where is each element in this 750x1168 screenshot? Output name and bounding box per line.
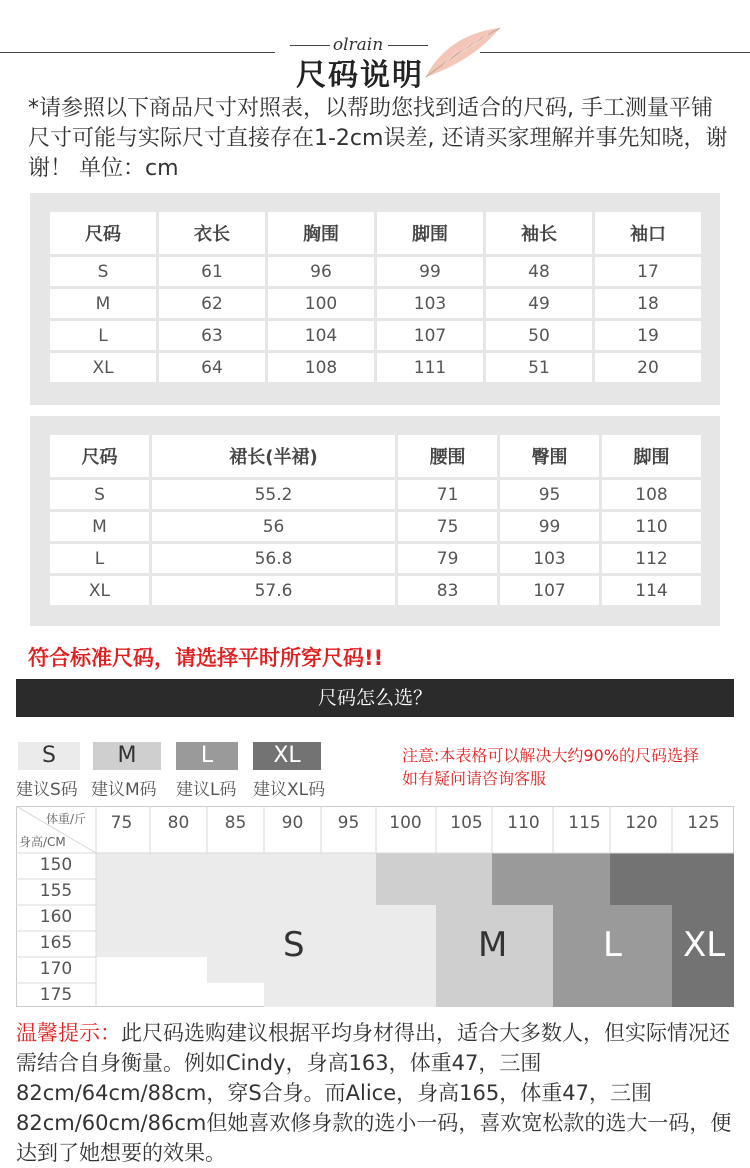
weight-label: 115 xyxy=(568,813,601,833)
table-row xyxy=(50,512,701,541)
table-cell: 112 xyxy=(602,544,701,573)
zone-label-l: L xyxy=(603,925,622,965)
header-rule-left xyxy=(0,52,275,53)
zone-label-xl: XL xyxy=(683,925,726,965)
grid-corner-weight: 体重/斤 xyxy=(46,812,87,826)
table-header-cell: 袖长 xyxy=(486,212,592,254)
table-cell: 56 xyxy=(152,512,395,541)
table-cell: 108 xyxy=(602,480,701,509)
intro-text: *请参照以下商品尺寸对照表，以帮助您找到适合的尺码, 手工测量平铺尺寸可能与实际尺寸直接存在1-2cm误差, 还请买家理解并事先知晓，谢谢！ 单位：cm xyxy=(28,96,728,181)
table-cell: 83 xyxy=(398,576,497,605)
table-cell: 95 xyxy=(500,480,599,509)
table-header-cell: 裙长(半裙) xyxy=(152,435,395,477)
table-cell: 99 xyxy=(377,257,483,286)
weight-label: 105 xyxy=(450,813,483,833)
table-cell: L xyxy=(50,321,156,350)
table-cell: 18 xyxy=(595,289,701,318)
table-cell: 111 xyxy=(377,353,483,382)
table-row xyxy=(50,480,701,509)
table-cell: 79 xyxy=(398,544,497,573)
note-line: 如有疑问请咨询客服 xyxy=(402,769,547,788)
weight-label: 90 xyxy=(281,813,304,833)
table-row xyxy=(50,321,701,350)
table-header-cell: 胸围 xyxy=(268,212,374,254)
table-header-cell: 脚围 xyxy=(377,212,483,254)
table-cell: 110 xyxy=(602,512,701,541)
table-cell: XL xyxy=(50,353,156,382)
table-cell: 71 xyxy=(398,480,497,509)
table-header-row xyxy=(50,212,701,254)
weight-label: 110 xyxy=(507,813,540,833)
page-title: 尺码说明 xyxy=(296,58,424,93)
table-cell: S xyxy=(50,480,149,509)
table-cell: 107 xyxy=(377,321,483,350)
size-notice: 符合标准尺码，请选择平时所穿尺码!! xyxy=(28,646,384,670)
height-label: 165 xyxy=(39,933,73,953)
height-label: 175 xyxy=(39,985,73,1005)
table-cell: 56.8 xyxy=(152,544,395,573)
weight-label: 75 xyxy=(110,813,133,833)
table-cell: 17 xyxy=(595,257,701,286)
size-guide-bar: 尺码怎么选？ xyxy=(16,679,734,717)
warm-tip xyxy=(16,1018,736,1168)
size-table-top xyxy=(47,209,704,385)
height-label: 160 xyxy=(39,907,73,927)
weight-label: 95 xyxy=(337,813,360,833)
table-cell: 64 xyxy=(159,353,265,382)
table-cell: 19 xyxy=(595,321,701,350)
table-cell: 55.2 xyxy=(152,480,395,509)
table-row xyxy=(50,576,701,605)
table-row xyxy=(50,353,701,382)
table-cell: 107 xyxy=(500,576,599,605)
legend-label: 建议XL码 xyxy=(253,780,326,800)
legend-swatch-xl: XL xyxy=(253,742,321,770)
table-cell: L xyxy=(50,544,149,573)
weight-label: 100 xyxy=(389,813,422,833)
table-cell: 20 xyxy=(595,353,701,382)
legend-label: 建议S码 xyxy=(16,780,78,800)
table-cell: M xyxy=(50,512,149,541)
table-header-cell: 袖口 xyxy=(595,212,701,254)
height-label: 150 xyxy=(39,855,73,875)
note-line: 注意:本表格可以解决大约90%的尺码选择 xyxy=(402,746,699,765)
grid-corner-height: 身高/CM xyxy=(19,835,66,849)
table-cell: 108 xyxy=(268,353,374,382)
height-label: 170 xyxy=(39,959,73,979)
table-header-cell: 尺码 xyxy=(50,212,156,254)
legend-label: 建议M码 xyxy=(91,780,157,800)
table-cell: 114 xyxy=(602,576,701,605)
table-row xyxy=(50,257,701,286)
brand-logo: olrain xyxy=(332,35,384,55)
legend-swatch-l: L xyxy=(176,742,238,770)
weight-label: 120 xyxy=(625,813,658,833)
weight-label: 80 xyxy=(167,813,190,833)
size-note xyxy=(402,744,699,790)
table-header-cell: 尺码 xyxy=(50,435,149,477)
table-cell: 63 xyxy=(159,321,265,350)
table-cell: 104 xyxy=(268,321,374,350)
legend-swatch-m: M xyxy=(93,742,161,770)
table-cell: 57.6 xyxy=(152,576,395,605)
feather-icon xyxy=(418,22,508,82)
table-cell: 99 xyxy=(500,512,599,541)
table-cell: 50 xyxy=(486,321,592,350)
height-label: 155 xyxy=(39,881,73,901)
weight-label: 85 xyxy=(224,813,247,833)
table-row xyxy=(50,289,701,318)
table-cell: 61 xyxy=(159,257,265,286)
zone-label-s: S xyxy=(283,925,305,965)
table-cell: 62 xyxy=(159,289,265,318)
table-cell: 100 xyxy=(268,289,374,318)
legend-label: 建议L码 xyxy=(176,780,237,800)
table-cell: S xyxy=(50,257,156,286)
table-header-cell: 衣长 xyxy=(159,212,265,254)
size-table-bottom xyxy=(47,432,704,608)
table-header-row xyxy=(50,435,701,477)
brand-rule-left xyxy=(290,45,330,46)
table-cell: 49 xyxy=(486,289,592,318)
table-header-cell: 脚围 xyxy=(602,435,701,477)
table-cell: 96 xyxy=(268,257,374,286)
table-cell: M xyxy=(50,289,156,318)
table-row xyxy=(50,544,701,573)
table-header-cell: 腰围 xyxy=(398,435,497,477)
legend-swatch-s: S xyxy=(18,742,80,770)
warm-tip-text: 此尺码选购建议根据平均身材得出，适合大多数人，但实际情况还需结合自身衡量。例如Cindy，身高163，体重47，三围82cm/64cm/88cm，穿S合身。而Alice，身高165，体重47，三围82cm/60cm/86cm但她喜欢修身款的选小一码，喜欢宽松款的选大一码，便达到了她想要的效果。 xyxy=(16,1021,732,1165)
grid-lines xyxy=(16,806,734,1007)
header-rule-right xyxy=(480,52,750,53)
table-cell: XL xyxy=(50,576,149,605)
table-cell: 103 xyxy=(377,289,483,318)
table-cell: 51 xyxy=(486,353,592,382)
weight-label: 125 xyxy=(687,813,720,833)
zone-label-m: M xyxy=(478,925,508,965)
table-cell: 103 xyxy=(500,544,599,573)
warm-tip-lead: 温馨提示： xyxy=(16,1021,121,1045)
table-header-cell: 臀围 xyxy=(500,435,599,477)
table-cell: 48 xyxy=(486,257,592,286)
table-cell: 75 xyxy=(398,512,497,541)
